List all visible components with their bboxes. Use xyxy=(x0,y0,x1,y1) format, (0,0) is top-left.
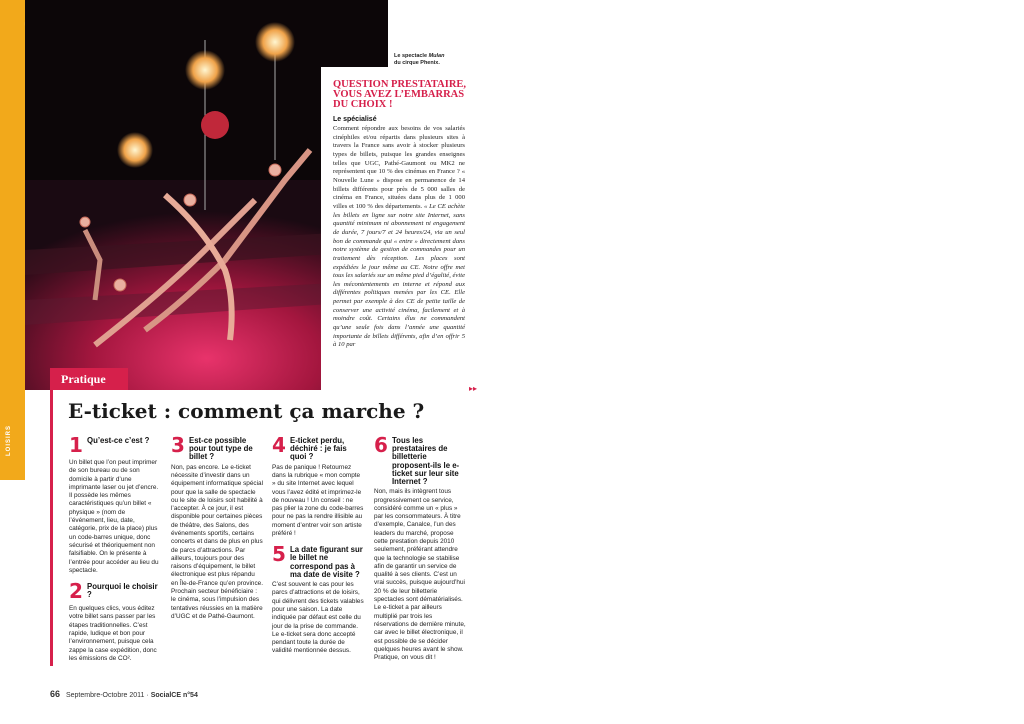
question-title: Tous les prestataires de billetterie proposent-ils le e-ticket sur leur site Internet ? xyxy=(392,436,460,487)
side-section-label xyxy=(2,424,22,464)
question-number: 5 xyxy=(272,542,286,567)
page-number: 66 xyxy=(50,689,61,699)
question-heading-4 xyxy=(272,433,364,462)
pratique-tag-label: Pratique xyxy=(61,372,106,386)
column-3 xyxy=(272,433,364,656)
column-4 xyxy=(374,433,466,662)
question-body: Pas de panique ! Retournez dans la rubrique « mon compte » du site Internet avec lequel vous l’avez édité et imprimez-le de nouveau ! Un conseil : ne pas plier la zone du code-barres pour ne pas la rendre illisible au moment d’entrer voir son artiste préféré ! xyxy=(272,463,364,537)
question-number: 3 xyxy=(171,433,185,457)
sidebar-body-regular: Comment répondre aux besoins de vos salariés cinéphiles et/ou répartis dans plusieurs sites à travers la France sans avoir à stocker plusieurs types de billets, puisque les grandes enseignes telles que UGC, Pathé-Gaumont ou MK2 ne représentent que 10 % des cinémas en France ? « Nouvelle Lune » dispose en permanence de 14 billets différents pour près de 5 000 salles de cinéma en France, situées dans plus de 1 000 villes et 100 % des départements. xyxy=(333,125,465,210)
question-heading-5 xyxy=(272,542,364,579)
sidebar-title: QUESTION PRESTATAIRE, VOUS AVEZ L’EMBARRAS DU CHOIX ! xyxy=(333,79,467,110)
question-body: En quelques clics, vous éditez votre billet sans passer par les étapes traditionnelles. C’est rapide, ludique et bon pour l’environnement, puisque cela zappe la case expédition, donc les émissions de CO². xyxy=(69,605,157,662)
caption-show-name: Mulan xyxy=(428,53,445,59)
question-heading-6 xyxy=(374,433,466,487)
question-title: La date figurant sur le billet ne correspond pas à ma date de visite ? xyxy=(290,545,363,579)
photo-caption xyxy=(394,53,464,67)
column-1 xyxy=(69,433,161,663)
question-title: Qu’est-ce c’est ? xyxy=(87,436,150,445)
question-body: C’est souvent le cas pour les parcs d’attractions et de loisirs, qui délivrent des tickets valables pour une saison. La date indiquée par défaut est celle du jour de la prise de commande. Le e-ticket sera donc accepté pendant toute la durée de validité mentionnée dessus. xyxy=(272,581,364,655)
question-heading-3 xyxy=(171,433,263,462)
article-title: E-ticket : comment ça marche ? xyxy=(68,399,425,423)
magazine-name: SocialCE n°54 xyxy=(150,692,198,699)
question-body: Un billet que l’on peut imprimer de son bureau ou de son domicile à partir d’une imprimante laser ou jet d’encre. Il possède les mêmes caractéristiques qu’un billet « physique » (nom de l’événement, lieu, date, catégorie, prix de la place) plus un code-barres unique, donc sécurisé et théoriquement non falsifiable. On le présente à l’entrée pour accéder au lieu du spectacle. xyxy=(69,459,159,574)
question-number: 6 xyxy=(374,433,388,457)
question-body: Non, mais ils intègrent tous progressivement ce service, considéré comme un « plus » par les consommateurs. À titre d’exemple, Canalce, l’un des leaders du marché, propose cette prestation depuis 2010 seulement, préférant attendre que la technologie se stabilise afin de garantir un service de qualité à ses clients. C’est un vrai succès, puisque aujourd’hui 20 % de leur billetterie spectacles sont dématérialisés. Le e-ticket a par ailleurs multiplié par trois les réservations de dernière minute, car avec le billet électronique, il est possible de se décider quelques heures avant le show. Pratique, on vous dit ! xyxy=(374,488,466,662)
question-body: Non, pas encore. Le e-ticket nécessite d’investir dans un équipement informatique spécial pour que la salle de spectacle ou le site de loisirs soit habilité à l’accepter. À ce jour, il est disponible pour certaines pièces de théâtre, des Salons, des événements sportifs, certains concerts et dans de plus en plus de parcs d’attractions. Par ailleurs, toujours pour des raisons d’équipement, le billet électronique est plus répandu en Île-de-France qu’en province. Prochain secteur bénéficiaire : le cinéma, sous l’impulsion des tentatives réussies en la matière d’UGC et de Pathé-Gaumont. xyxy=(171,463,264,620)
sidebar-subtitle: Le spécialisé xyxy=(333,116,377,123)
continue-arrow-icon: ▸▸ xyxy=(469,384,478,393)
orange-margin-band xyxy=(0,0,25,480)
pratique-tag xyxy=(50,368,128,390)
question-title: Est-ce possible pour tout type de billet ? xyxy=(189,436,253,462)
column-2 xyxy=(171,433,264,621)
sidebar-body-italic: « Le CE achète les billets en ligne sur notre site Internet, sans quantité minimum ni abonnement ni engagement de durée, 7 jours/7 et 24 heures/24, via un seul bon de commande qui « entre » directement dans notre système de gestion de commandes pour un traitement dès réception. Les places sont expédiées le jour même au CE. Notre offre met tous les salariés sur un même pied d’égalité, évite les mécontentements en interne et répond aux différentes politiques menées par les CE. Elle permet par exemple à des CE de petite taille de conserver une activité cinéma, facilement et à moindre coût. Certains élus ne commandent qu’une seule fois dans l’année une quantité importante de billets différents, afin d’en offrir 5 à 10 par xyxy=(333,202,465,349)
question-heading-1 xyxy=(69,433,161,457)
question-number: 4 xyxy=(272,433,286,457)
caption-text-2: du cirque Phenix. xyxy=(394,60,440,66)
accent-rule xyxy=(50,390,53,666)
page-footer: 66 Septembre-Octobre 2011 · SocialCE n°54 xyxy=(50,689,198,699)
question-number: 1 xyxy=(69,433,83,457)
side-label-text: LOISIRS xyxy=(6,424,12,456)
question-title: E-ticket perdu, déchiré : je fais quoi ? xyxy=(290,436,347,462)
question-heading-2 xyxy=(69,579,161,604)
caption-text: Le spectacle xyxy=(394,53,428,59)
sidebar-body xyxy=(333,125,465,350)
question-title: Pourquoi le choisir ? xyxy=(87,582,158,600)
question-number: 2 xyxy=(69,579,83,604)
issue-date: Septembre-Octobre 2011 xyxy=(65,692,145,699)
